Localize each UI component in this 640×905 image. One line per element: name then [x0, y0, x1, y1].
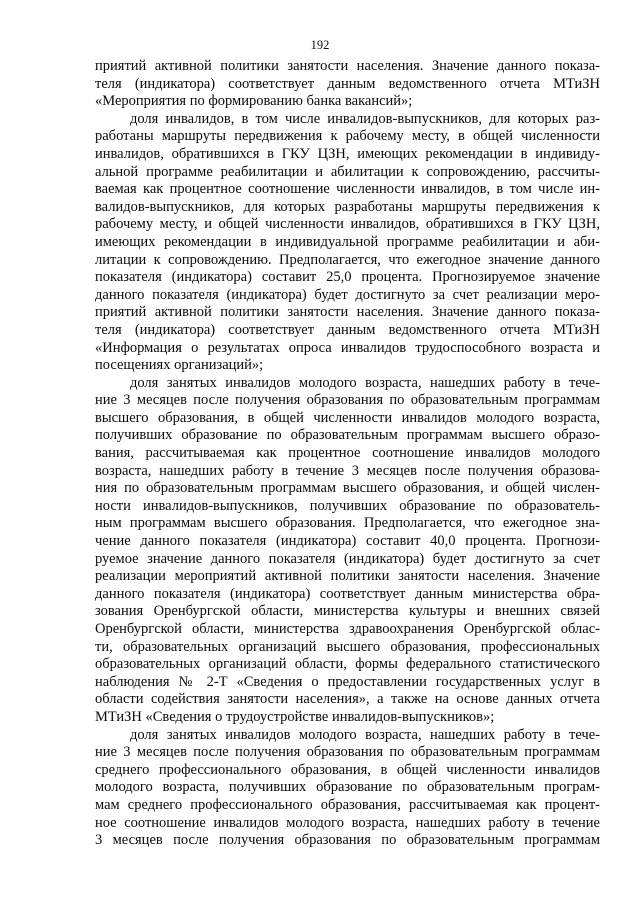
- text-line: образовательных организаций области, формы федерального статистического: [95, 656, 600, 673]
- text-line: «Информация о результатах опроса инвалидов трудоспособного возраста и: [95, 339, 600, 356]
- text-line: доля инвалидов, в том числе инвалидов-выпускников, для которых раз-: [130, 110, 600, 127]
- text-line: ние 3 месяцев после получения образования по образовательным программам: [95, 744, 600, 761]
- document-body-text: [95, 58, 600, 850]
- text-line: молодого возраста, получивших образование по образовательным програм-: [95, 779, 600, 796]
- text-line: получивших образование по образовательным программам высшего образо-: [95, 427, 600, 444]
- text-line: чение данного показателя (индикатора) составит 40,0 процента. Прогнози-: [95, 533, 600, 550]
- text-line: приятий активной политики занятости населения. Значение данного показа-: [95, 304, 600, 321]
- text-line: 3 месяцев после получения образования по образовательным программам: [95, 832, 600, 849]
- text-line: вания, рассчитываемая как процентное соотношение инвалидов молодого: [95, 445, 600, 462]
- text-line: Оренбургской области, министерства здравоохранения Оренбургской облас-: [95, 621, 600, 637]
- text-line: возраста, нашедших работу в течение 3 месяцев после получения образова-: [95, 462, 600, 479]
- text-line: ние 3 месяцев после получения образования по образовательным программам: [95, 392, 600, 409]
- text-line: теля (индикатора) соответствует данным ведомственного отчета МТиЗН: [95, 321, 600, 338]
- text-line: ваемая как процентное соотношение численности инвалидов, в том числе ин-: [95, 181, 600, 198]
- text-line: реализации мероприятий активной политики занятости населения. Значение: [95, 568, 600, 585]
- text-line: среднего профессионального образования, в общей численности инвалидов: [95, 761, 600, 778]
- text-line: литации к сопровождению. Предполагается, что ежегодное значение данного: [95, 251, 600, 268]
- text-line: «Мероприятия по формированию банка вакансий»;: [95, 93, 413, 110]
- text-line: высшего образования, в общей численности инвалидов молодого возраста,: [95, 409, 600, 426]
- page-number: 192: [310, 38, 330, 52]
- text-line: ти, образовательных организаций высшего образования, профессиональных: [95, 638, 600, 655]
- text-line: области содействия занятости населения», а также на основе данных отчета: [95, 691, 600, 708]
- text-line: мам среднего профессионального образования, рассчитываемая как процент-: [95, 796, 600, 813]
- text-line: данного показателя (индикатора) соответствует данным министерства обра-: [95, 585, 600, 602]
- text-line: показателя (индикатора) составит 25,0 процента. Прогнозируемое значение: [95, 269, 600, 286]
- text-line: имеющих рекомендации в индивидуальной программе реабилитации и аби-: [95, 233, 600, 250]
- text-line: работаны маршруты передвижения к рабочему месту, в общей численности: [95, 128, 600, 145]
- text-line: доля занятых инвалидов молодого возраста, нашедших работу в тече-: [130, 726, 600, 743]
- text-line: ным программам высшего образования. Предполагается, что ежегодное зна-: [95, 515, 600, 532]
- text-line: МТиЗН «Сведения о трудоустройстве инвалидов-выпускников»;: [95, 708, 495, 725]
- text-line: рабочему месту, и общей численности инвалидов, обратившихся в ГКУ ЦЗН,: [95, 216, 600, 233]
- text-line: теля (индикатора) соответствует данным ведомственного отчета МТиЗН: [95, 75, 600, 92]
- text-line: доля занятых инвалидов молодого возраста, нашедших работу в тече-: [130, 374, 600, 391]
- text-line: зования Оренбургской области, министерства культуры и внешних связей: [95, 603, 600, 620]
- text-line: руемое значение данного показателя (индикатора) будет достигнуто за счет: [95, 550, 600, 567]
- text-line: ное соотношение инвалидов молодого возраста, нашедших работу в течение: [95, 814, 600, 831]
- text-line: инвалидов, обратившихся в ГКУ ЦЗН, имеющих рекомендации в индивиду-: [95, 145, 600, 162]
- text-line: наблюдения № 2-Т «Сведения о предоставлении государственных услуг в: [95, 673, 600, 690]
- text-line: посещениях организаций»;: [95, 357, 264, 374]
- text-line: валидов-выпускников, для которых разработаны маршруты передвижения к: [95, 198, 600, 215]
- text-line: альной программе реабилитации и абилитации к сопровождению, рассчиты-: [95, 163, 600, 180]
- text-line: данного показателя (индикатора) будет достигнуто за счет реализации меро-: [95, 286, 600, 303]
- text-line: ности инвалидов-выпускников, получивших образование по образователь-: [95, 497, 600, 514]
- text-line: приятий активной политики занятости населения. Значение данного показа-: [95, 58, 600, 74]
- text-line: ния по образовательным программам высшего образования, и общей числен-: [95, 480, 600, 497]
